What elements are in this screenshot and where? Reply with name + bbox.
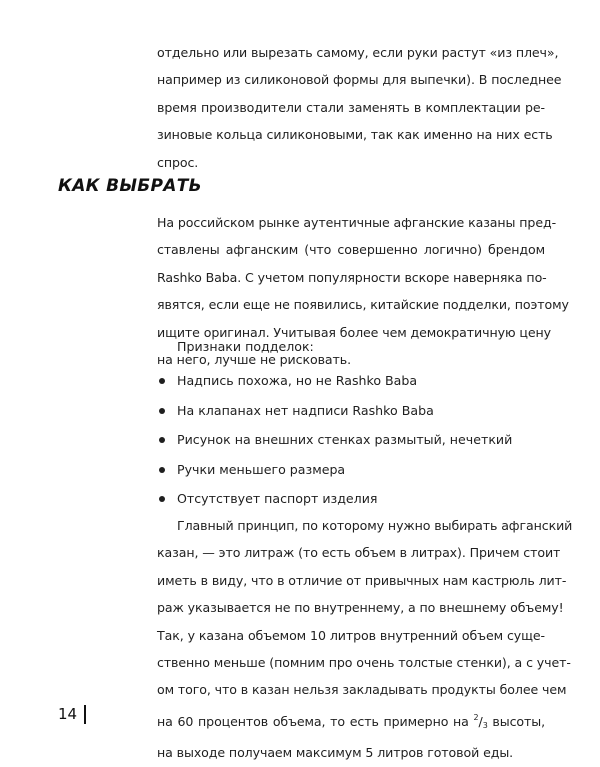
text-line: Главный принцип, по которому нужно выбирать афганский <box>177 518 573 533</box>
bullet-icon <box>159 408 165 414</box>
bullet-icon <box>159 437 165 443</box>
list-item <box>157 484 545 514</box>
page-number: 14 <box>58 705 78 723</box>
text-line-with-fraction <box>157 704 545 739</box>
fraction-two-thirds: $^2/_3$ <box>473 712 488 730</box>
section-heading: КАК ВЫБРАТЬ <box>58 176 202 196</box>
text-line: например из силиконовой формы для выпечки). В последнее <box>157 72 562 88</box>
fraction-line-prefix: на 60 процентов объема, то есть примерно на <box>157 713 469 729</box>
bullet-icon <box>159 378 165 384</box>
fakes-list <box>157 366 545 514</box>
text-line: раж указывается не по внутреннему, а по внешнему объему! <box>157 600 564 616</box>
bullet-icon <box>159 496 165 502</box>
text-line: ственно меньше (помним про очень толстые стенки), а с учет- <box>157 655 571 671</box>
text-line: казан, — это литраж (то есть объем в литрах). Причем стоит <box>157 545 561 561</box>
page-number-divider <box>84 705 86 724</box>
list-item <box>157 425 545 455</box>
fakes-label: Признаки подделок: <box>177 339 314 354</box>
list-item-text: Ручки меньшего размера <box>177 461 346 477</box>
text-line: ом того, что в казан нельзя закладывать продукты более чем <box>157 682 567 698</box>
text-line: ищите оригинал. Учитывая более чем демократичную цену <box>157 324 551 340</box>
text-line: отдельно или вырезать самому, если руки растут «из плеч», <box>157 45 559 60</box>
list-item-text: Отсутствует паспорт изделия <box>177 491 378 506</box>
list-item-text: Надпись похожа, но не Rashko Baba <box>177 373 418 388</box>
text-line: время производители стали заменять в комплектации ре- <box>157 99 545 115</box>
fraction-line-suffix: высоты, <box>492 713 545 729</box>
intro-paragraph <box>157 39 562 176</box>
text-line: на него, лучше не рисковать. <box>157 352 351 368</box>
text-line: явятся, если еще не появились, китайские подделки, поэтому <box>157 297 569 313</box>
list-item <box>157 366 545 396</box>
text-line: иметь в виду, что в отличие от привычных нам кастрюль лит- <box>157 572 567 588</box>
text-line: На российском рынке аутентичные афганские казаны пред- <box>157 215 557 230</box>
fraction-numerator: 2 <box>473 712 479 722</box>
fraction-denominator: 3 <box>482 720 488 730</box>
text-line: спрос. <box>157 154 199 170</box>
list-item-text: Рисунок на внешних стенках размытый, нечеткий <box>177 432 513 447</box>
bullet-icon <box>159 467 165 473</box>
list-item-text: На клапанах нет надписи Rashko Baba <box>177 402 434 418</box>
list-item <box>157 396 545 426</box>
principle-paragraph <box>157 512 573 767</box>
text-line: ставлены афганским (что совершенно логично) брендом <box>157 242 545 258</box>
text-line: Rashko Baba. С учетом популярности вскоре наверняка по- <box>157 269 547 285</box>
text-line: на выходе получаем максимум 5 литров готовой еды. <box>157 745 514 761</box>
text-line: зиновые кольца силиконовыми, так как именно на них есть <box>157 127 553 143</box>
list-item <box>157 455 545 485</box>
text-line: Так, у казана объемом 10 литров внутренний объем суще- <box>157 627 545 643</box>
